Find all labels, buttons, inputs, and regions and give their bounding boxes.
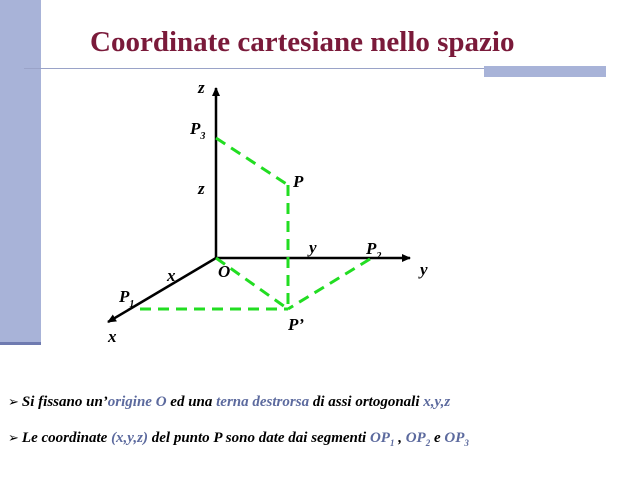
page-title: Coordinate cartesiane nello spazio [90, 26, 515, 58]
p-prime-label: P’ [288, 315, 305, 334]
z-axis-label: z [198, 78, 205, 97]
x-coord-label: x [167, 266, 176, 285]
p-label: P [293, 172, 304, 191]
bullet-coordinates: ➢ Le coordinate (x,y,z) del punto P sono date dai segmenti $OP_1$ , $OP_2$ e $OP_3$ [8, 430, 469, 448]
bullet-origin: ➢ Si fissano un’origine O ed una terna destrorsa di assi ortogonali x,y,z [8, 394, 451, 410]
arrow-bullet-icon: ➢ [8, 431, 19, 446]
y-axis-label: y [420, 260, 428, 279]
p3-label: $P_3$ [190, 119, 206, 142]
z-coord-label: z [198, 179, 205, 198]
dash-p2-pprime [288, 259, 370, 309]
y-coord-label: y [309, 238, 317, 257]
p2-label: $P_2$ [366, 239, 382, 262]
arrow-bullet-icon: ➢ [8, 395, 19, 410]
x-axis-label: x [108, 327, 117, 346]
origin-label: O [218, 262, 231, 281]
dash-p3-p [216, 138, 288, 185]
p1-label: $P_1$ [119, 287, 135, 310]
